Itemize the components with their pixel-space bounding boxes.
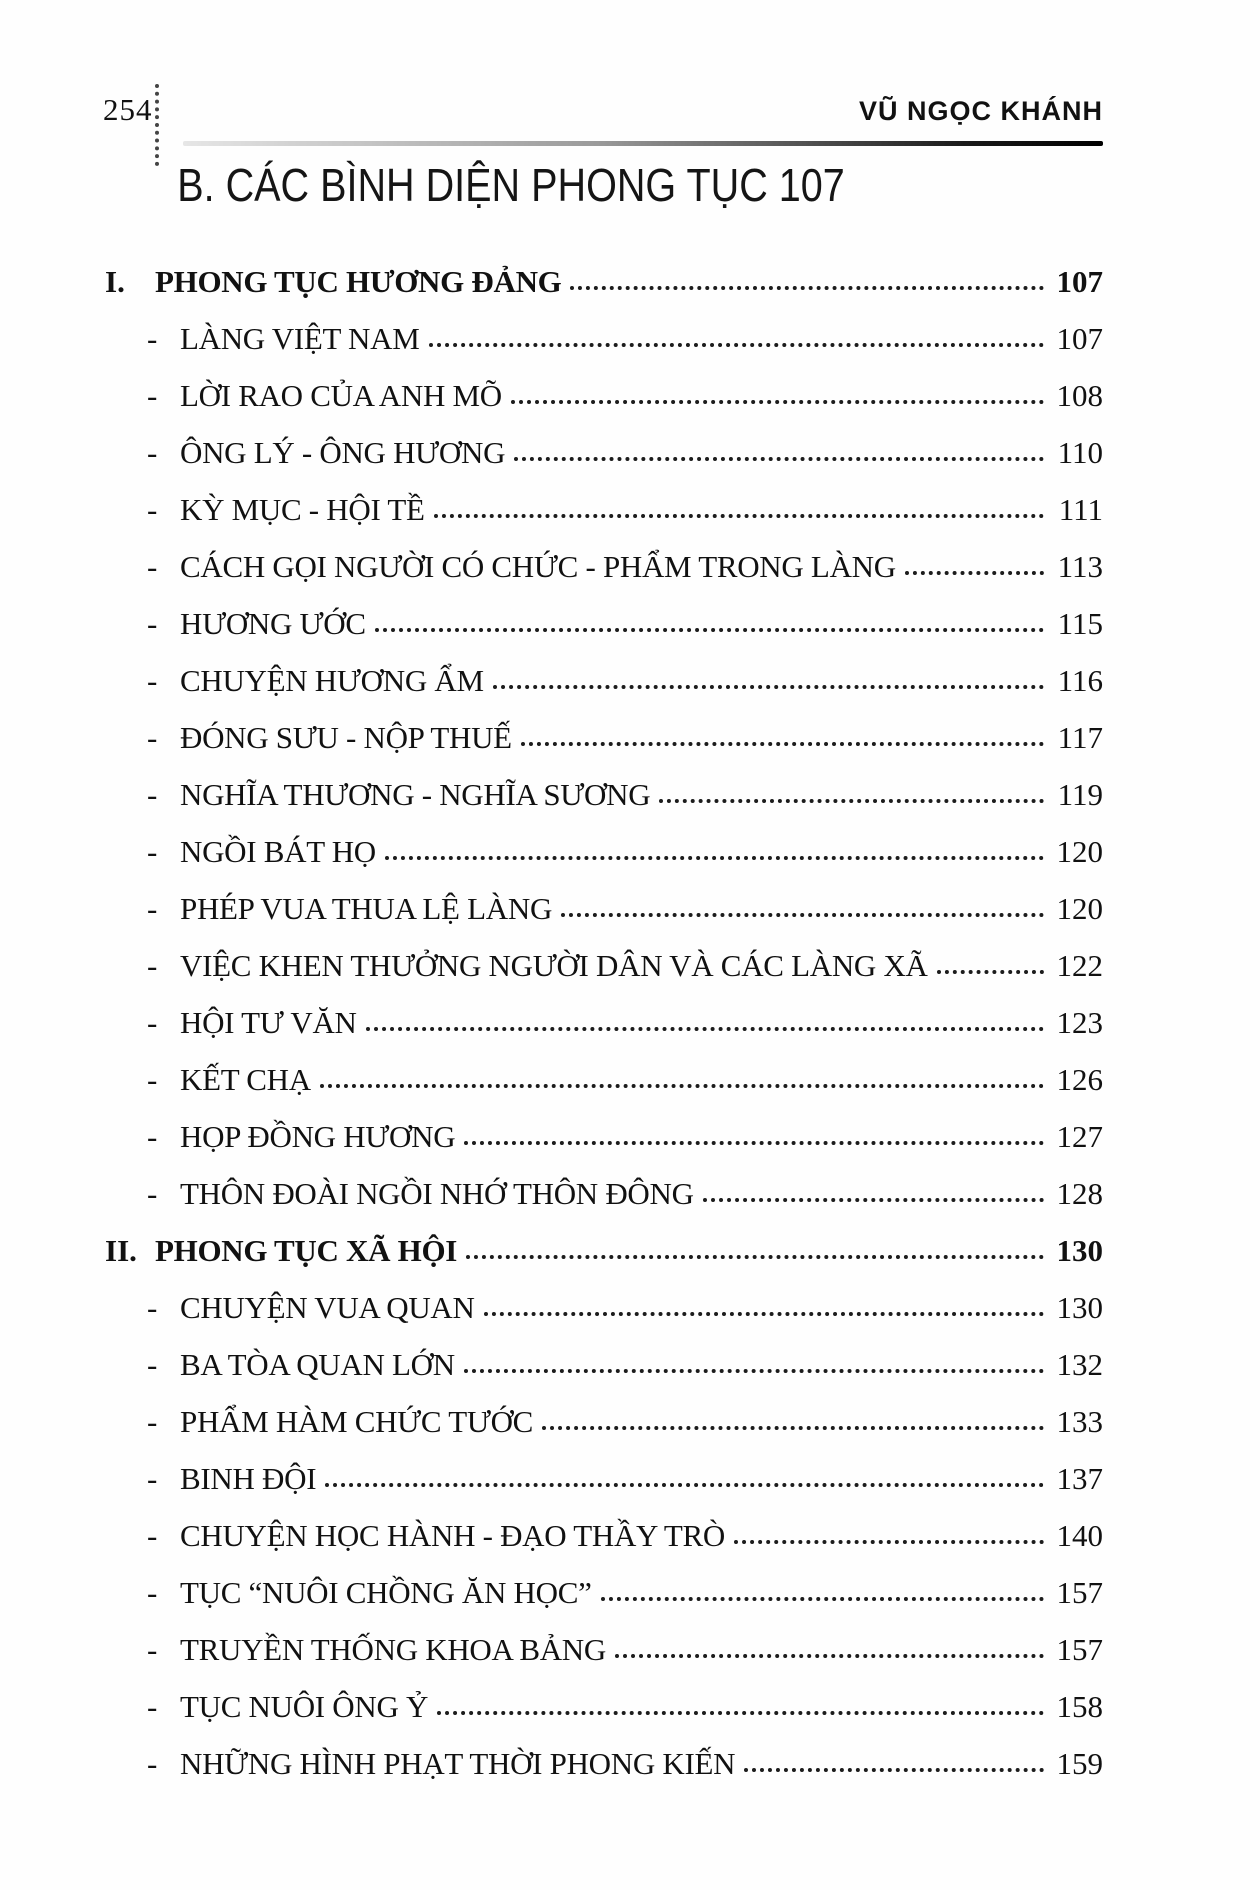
dotted-leader [437,1711,1044,1715]
page-ref: 108 [1056,378,1103,413]
page-ref: 157 [1056,1575,1103,1610]
item-bullet: - [147,1575,158,1610]
ornament-vertical-rule [155,84,159,166]
toc-item-row [105,1722,1103,1779]
item-label: THÔN ĐOÀI NGỒI NHỚ THÔN ĐÔNG [180,1176,694,1211]
section-label: PHONG TỤC XÃ HỘI [155,1233,458,1268]
dotted-leader [484,1312,1044,1316]
toc-item-row [105,1380,1103,1437]
page-ref: 140 [1056,1518,1103,1553]
dotted-leader [570,286,1044,290]
dotted-leader [366,1027,1044,1031]
toc-item-row [105,1038,1103,1095]
page-ref: 123 [1056,1005,1103,1040]
toc-section-row [105,1209,1103,1266]
item-label: TRUYỀN THỐNG KHOA BẢNG [180,1632,606,1667]
dotted-leader [542,1426,1044,1430]
toc-item-row [105,1152,1103,1209]
dotted-leader [514,457,1044,461]
item-bullet: - [147,1461,158,1496]
item-label: LỜI RAO CỦA ANH MÕ [180,378,502,413]
item-label: TỤC “NUÔI CHỒNG ĂN HỌC” [180,1575,592,1610]
toc-item-row [105,354,1103,411]
header-rule [183,141,1103,146]
item-label: BA TÒA QUAN LỚN [180,1347,455,1382]
page-ref: 110 [1057,435,1103,470]
toc-item-row [105,1323,1103,1380]
item-label: TỤC NUÔI ÔNG Ỷ [180,1689,429,1724]
item-label: ÔNG LÝ - ÔNG HƯƠNG [180,435,506,470]
page-ref: 132 [1056,1347,1103,1382]
section-numeral: II. [105,1233,137,1268]
toc-item-row [105,1437,1103,1494]
page-ref: 120 [1056,834,1103,869]
page-ref: 137 [1056,1461,1103,1496]
toc-item-row [105,468,1103,525]
item-label: NGHĨA THƯƠNG - NGHĨA SƯƠNG [180,777,651,812]
toc-item-row [105,696,1103,753]
dotted-leader [434,514,1044,518]
dotted-leader [703,1198,1044,1202]
item-label: KẾT CHẠ [180,1062,311,1097]
page-ref: 130 [1056,1290,1103,1325]
toc-item-row [105,1665,1103,1722]
item-bullet: - [147,549,158,584]
section-numeral: I. [105,264,125,299]
item-bullet: - [147,1290,158,1325]
section-label: PHONG TỤC HƯƠNG ĐẢNG [155,264,562,299]
dotted-leader [375,628,1044,632]
toc-item-row [105,981,1103,1038]
item-bullet: - [147,606,158,641]
dotted-leader [511,400,1044,404]
item-bullet: - [147,1062,158,1097]
dotted-leader [521,742,1044,746]
item-bullet: - [147,1518,158,1553]
item-bullet: - [147,1689,158,1724]
page-ref: 126 [1056,1062,1103,1097]
page-ref: 107 [1056,321,1103,356]
toc-item-row [105,867,1103,924]
page-ref: 115 [1057,606,1103,641]
toc-item-row [105,582,1103,639]
item-bullet: - [147,948,158,983]
toc-item-row [105,924,1103,981]
page-ref: 127 [1056,1119,1103,1154]
item-bullet: - [147,1005,158,1040]
table-of-contents [105,240,1103,1779]
page-ref: 113 [1057,549,1103,584]
toc-item-row [105,411,1103,468]
dotted-leader [385,856,1044,860]
item-label: KỲ MỤC - HỘI TỀ [180,492,425,527]
item-label: CHUYỆN HƯƠNG ẨM [180,663,484,698]
dotted-leader [561,913,1044,917]
item-bullet: - [147,777,158,812]
dotted-leader [615,1654,1044,1658]
dotted-leader [734,1540,1044,1544]
toc-item-row [105,753,1103,810]
item-bullet: - [147,321,158,356]
dotted-leader [905,571,1044,575]
page-ref: 111 [1058,492,1103,527]
item-bullet: - [147,1176,158,1211]
dotted-leader [601,1597,1044,1601]
item-bullet: - [147,1119,158,1154]
toc-item-row [105,297,1103,354]
page-ref: 157 [1056,1632,1103,1667]
page-ref: 122 [1056,948,1103,983]
item-label: HƯƠNG ƯỚC [180,606,366,641]
item-label: PHÉP VUA THUA LỆ LÀNG [180,891,553,926]
toc-item-row [105,1095,1103,1152]
page-ref: 133 [1056,1404,1103,1439]
page-ref: 120 [1056,891,1103,926]
dotted-leader [464,1369,1044,1373]
dotted-leader [429,343,1045,347]
item-bullet: - [147,720,158,755]
page-ref: 117 [1057,720,1103,755]
item-bullet: - [147,891,158,926]
item-label: BINH ĐỘI [180,1461,317,1496]
page-number: 254 [103,92,153,127]
item-label: HỌP ĐỒNG HƯƠNG [180,1119,456,1154]
item-label: CHUYỆN HỌC HÀNH - ĐẠO THẦY TRÒ [180,1518,725,1553]
page-ref: 159 [1056,1746,1103,1781]
dotted-leader [493,685,1044,689]
item-bullet: - [147,492,158,527]
page-ref: 119 [1057,777,1103,812]
toc-title: B. CÁC BÌNH DIỆN PHONG TỤC 107 [177,159,845,211]
page-ref: 116 [1057,663,1103,698]
item-bullet: - [147,1632,158,1667]
page-ref: 107 [1056,264,1103,299]
toc-item-row [105,810,1103,867]
dotted-leader [320,1084,1044,1088]
toc-item-row [105,525,1103,582]
item-label: LÀNG VIỆT NAM [180,321,420,356]
page-ref: 130 [1056,1233,1103,1268]
toc-item-row [105,639,1103,696]
dotted-leader [659,799,1044,803]
dotted-leader [466,1255,1044,1259]
toc-item-row [105,1608,1103,1665]
item-bullet: - [147,1347,158,1382]
item-label: HỘI TƯ VĂN [180,1005,357,1040]
item-bullet: - [147,435,158,470]
page-ref: 128 [1056,1176,1103,1211]
running-header-author: VŨ NGỌC KHÁNH [858,96,1103,126]
item-bullet: - [147,1746,158,1781]
item-label: ĐÓNG SƯU - NỘP THUẾ [180,720,512,755]
toc-section-row [105,240,1103,297]
dotted-leader [937,970,1044,974]
toc-item-row [105,1551,1103,1608]
dotted-leader [325,1483,1044,1487]
item-bullet: - [147,1404,158,1439]
item-bullet: - [147,378,158,413]
item-label: VIỆC KHEN THƯỞNG NGƯỜI DÂN VÀ CÁC LÀNG XÃ [180,948,928,983]
toc-item-row [105,1494,1103,1551]
dotted-leader [464,1141,1044,1145]
page-ref: 158 [1056,1689,1103,1724]
item-label: NHỮNG HÌNH PHẠT THỜI PHONG KIẾN [180,1746,736,1781]
item-label: CHUYỆN VUA QUAN [180,1290,475,1325]
dotted-leader [744,1768,1044,1772]
item-bullet: - [147,663,158,698]
item-label: CÁCH GỌI NGƯỜI CÓ CHỨC - PHẨM TRONG LÀNG [180,549,896,584]
item-bullet: - [147,834,158,869]
item-label: NGỒI BÁT HỌ [180,834,376,869]
toc-item-row [105,1266,1103,1323]
item-label: PHẨM HÀM CHỨC TƯỚC [180,1404,534,1439]
